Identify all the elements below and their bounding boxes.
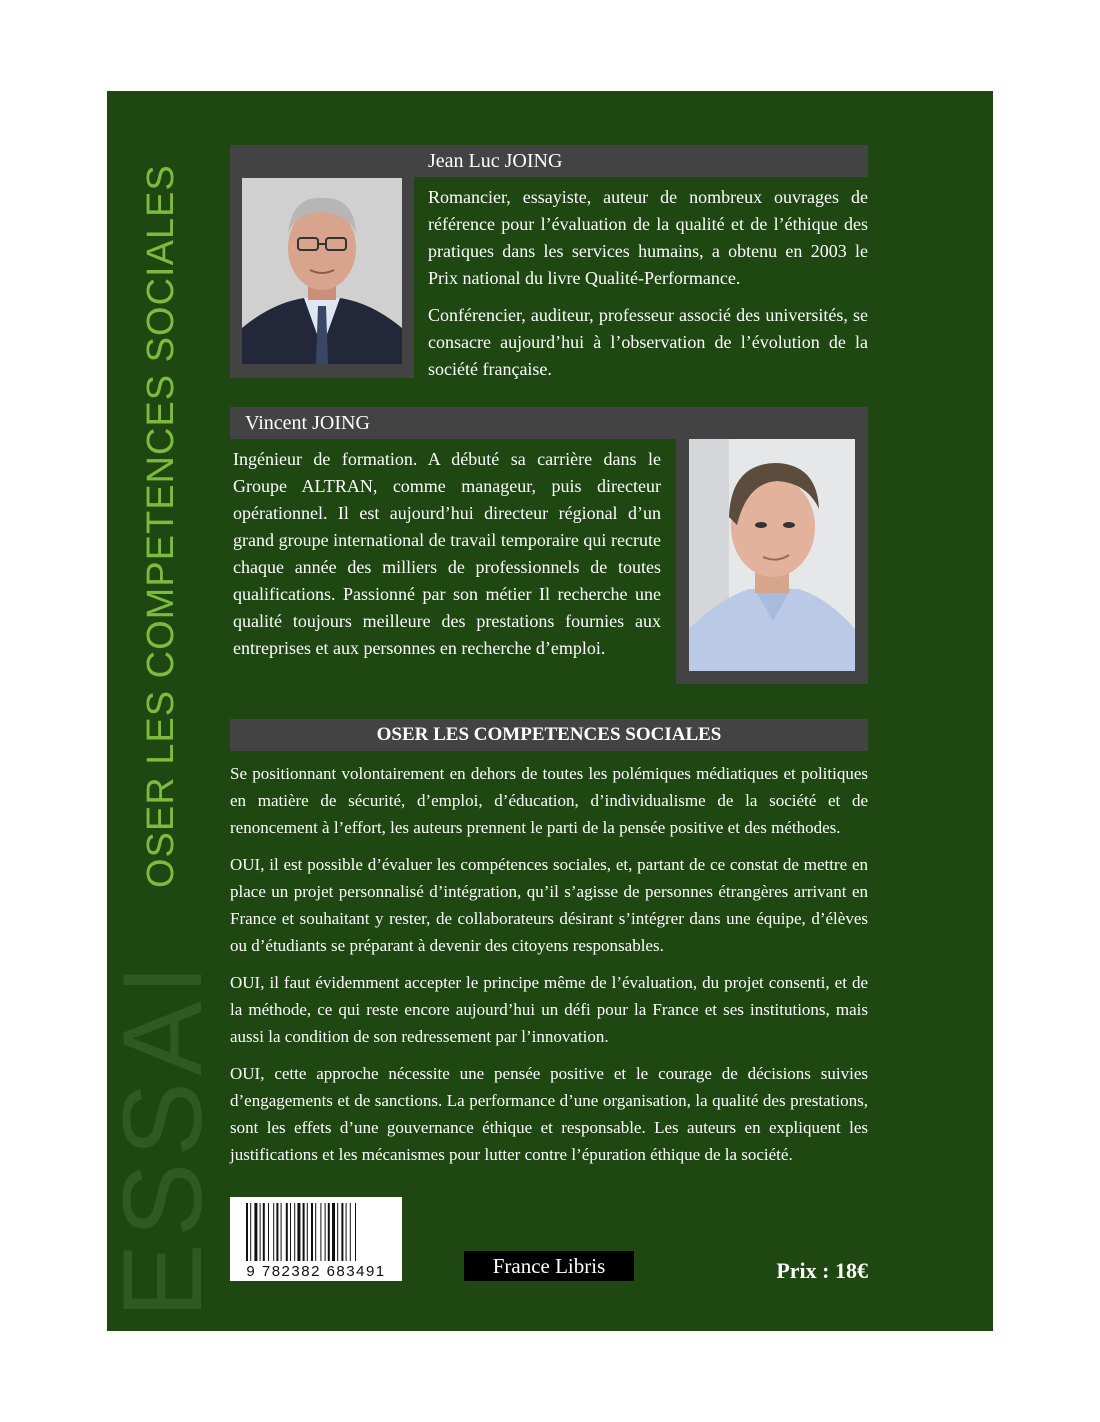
- barcode-bar: [276, 1203, 278, 1261]
- barcode-bar: [303, 1203, 305, 1261]
- author1-bio-paragraph: Conférencier, auditeur, professeur associé des universités, se consacre aujourd’hui à l’observation de l’évolution de la société française.: [428, 305, 868, 379]
- barcode-bar: [246, 1203, 248, 1261]
- barcode-bar: [332, 1203, 335, 1261]
- author2-name: Vincent JOING: [245, 412, 370, 434]
- barcode-bar: [297, 1203, 300, 1261]
- barcode-bar: [294, 1203, 295, 1261]
- summary-text: [230, 760, 868, 1178]
- author2-bio-paragraph: Ingénieur de formation. A débuté sa carrière dans le Groupe ALTRAN, comme manageur, puis directeur opérationnel. Il est aujourd’hui directeur régional d’un grand groupe international de travail temporaire qui recrute chaque année des milliers de professionnels de toutes qualifications. Passionné par son métier Il recherche une qualité toujours meilleure des prestations fournies aux entreprises et aux personnes en recherche d’emploi.: [233, 449, 661, 658]
- genre-label: ESSAI: [100, 958, 225, 1318]
- barcode-bar: [268, 1203, 269, 1261]
- barcode-bar: [307, 1203, 308, 1261]
- spine-title: OSER LES COMPETENCES SOCIALES: [140, 164, 182, 888]
- author2-photo: [676, 430, 868, 684]
- barcode-bar: [325, 1203, 326, 1261]
- barcode-bar: [346, 1203, 347, 1261]
- barcode-bar: [311, 1203, 313, 1261]
- barcode-bar: [341, 1203, 343, 1261]
- barcode-bar: [286, 1203, 288, 1261]
- author2-bio: [233, 446, 661, 672]
- isbn-barcode: [230, 1197, 402, 1281]
- barcode-bar: [290, 1203, 291, 1261]
- publisher-label: France Libris: [464, 1251, 634, 1281]
- author1-bio: [428, 184, 868, 393]
- author2-portrait-image: [689, 439, 855, 671]
- barcode-bar: [281, 1203, 282, 1261]
- barcode-bar: [254, 1203, 257, 1261]
- isbn-number: 9 782382 683491: [246, 1263, 386, 1280]
- barcode-bar: [260, 1203, 261, 1261]
- barcode-bar: [355, 1203, 356, 1261]
- author1-bio-paragraph: Romancier, essayiste, auteur de nombreux ouvrages de référence pour l’évaluation de la qualité et de l’éthique des pratiques dans les services humains, a obtenu en 2003 le Prix national du livre Qualité-Performance.: [428, 187, 868, 288]
- price-label: Prix : 18€: [776, 1258, 868, 1283]
- summary-paragraph: OUI, il est possible d’évaluer les compétences sociales, et, partant de ce constat de mettre en place un projet personnalisé d’intégration, qu’il s’agisse de personnes étrangères arrivant en France et souhaitant y rester, de collaborateurs désirant s’intégrer dans une équipe, d’élèves ou d’étudiants se préparant à devenir des citoyens responsables.: [230, 855, 868, 955]
- summary-paragraph: OUI, cette approche nécessite une pensée positive et le courage de décisions suivies d’engagements et de sanctions. La performance d’une organisation, la qualité des prestations, sont les effets d’une gouvernance éthique et responsable. Les auteurs en expliquent les justifications et les mécanismes pour lutter contre l’épuration éthique de la société.: [230, 1064, 868, 1164]
- author1-name: Jean Luc JOING: [428, 150, 563, 172]
- summary-paragraph: OUI, il faut évidemment accepter le principe même de l’évaluation, du projet consenti, et de la méthode, ce qui reste encore aujourd’hui un défi pour la France et ses institutions, mais aussi la condition de son redressement par l’innovation.: [230, 973, 868, 1046]
- barcode-bar: [350, 1203, 351, 1261]
- barcode-bar: [263, 1203, 265, 1261]
- barcode-bar: [337, 1203, 338, 1261]
- author1-photo: [230, 168, 414, 378]
- barcode-bar: [250, 1203, 251, 1261]
- barcode-bar: [320, 1203, 321, 1261]
- barcode-bar: [273, 1203, 274, 1261]
- summary-paragraph: Se positionnant volontairement en dehors de toutes les polémiques médiatiques et politiques en matière de sécurité, d’emploi, d’éducation, d’individualisme de la société et de renoncement à l’effort, les auteurs prennent le parti de la pensée positive et des méthodes.: [230, 764, 868, 837]
- barcode-bar: [315, 1203, 316, 1261]
- summary-heading: OSER LES COMPETENCES SOCIALES: [230, 719, 868, 751]
- author1-portrait-image: [242, 178, 402, 364]
- barcode-bar: [328, 1203, 330, 1261]
